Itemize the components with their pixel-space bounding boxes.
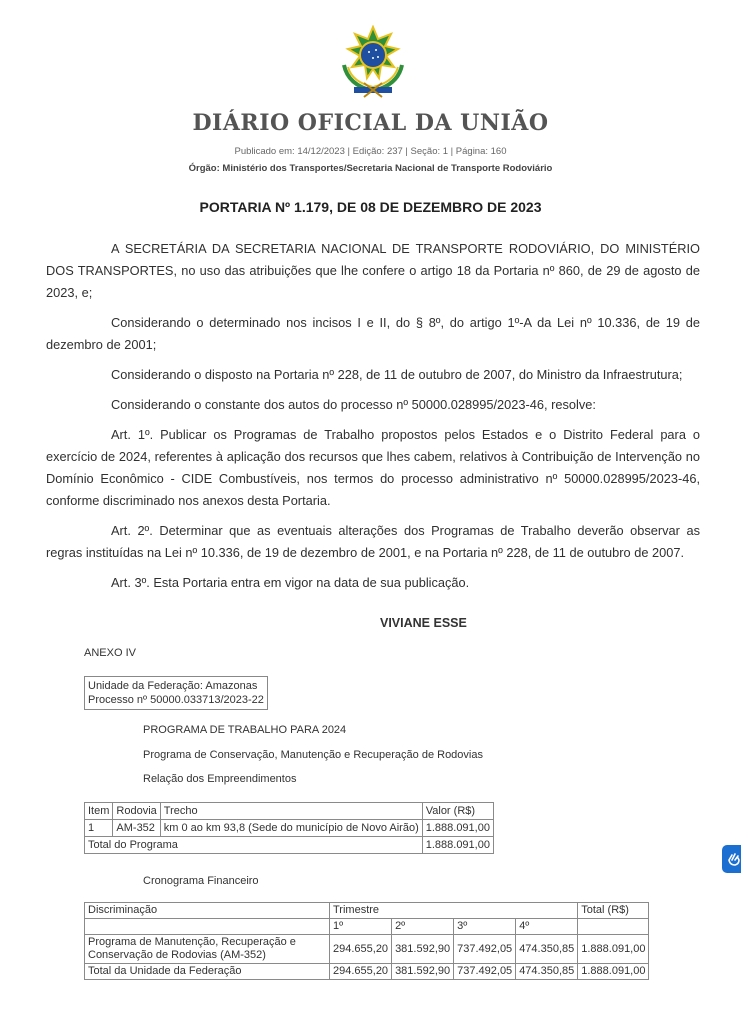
row-value-total: 1.888.091,00 [578,935,649,964]
quarter-4: 4º [516,919,578,935]
header-rodovia: Rodovia [113,803,160,820]
document-title: PORTARIA Nº 1.179, DE 08 DE DEZEMBRO DE 2023 [199,199,542,215]
row-value-q4: 474.350,85 [516,964,578,980]
projects-table [84,802,494,854]
header-item: Item [85,803,113,820]
considering-paragraph-2: Considerando o disposto na Portaria nº 228, de 11 de outubro de 2007, do Ministro da Infraestrutura; [111,367,683,382]
considering-paragraph-3: Considerando o constante dos autos do processo nº 50000.028995/2023-46, resolve: [111,397,596,412]
article-3-paragraph: Art. 3º. Esta Portaria entra em vigor na data de sua publicação. [111,575,470,590]
header-discriminacao: Discriminação [85,903,330,919]
total-label: Total do Programa [85,837,423,854]
cell-item: 1 [85,820,113,837]
total-value: 1.888.091,00 [422,837,493,854]
table-row [85,935,649,964]
program-name: Programa de Conservação, Manutenção e Recuperação de Rodovias [143,749,483,761]
quarter-1: 1º [330,919,392,935]
cell-trecho: km 0 ao km 93,8 (Sede do município de Novo Airão) [160,820,422,837]
table-header-row [85,803,494,820]
federation-unit-line: Unidade da Federação: Amazonas [88,680,258,692]
considering-paragraph-1: Considerando o determinado nos incisos I e II, do § 8º, do artigo 1º-A da Lei nº 10.336, de 19 de dezembro de 2001; [46,315,700,352]
relation-title: Relação dos Empreendimentos [143,773,297,785]
row-value-q4: 474.350,85 [516,935,578,964]
schedule-title: Cronograma Financeiro [143,875,259,887]
newspaper-masthead: DIÁRIO OFICIAL DA UNIÃO [192,110,549,136]
table-total-row [85,964,649,980]
program-title: PROGRAMA DE TRABALHO PARA 2024 [143,724,347,736]
accessibility-button[interactable] [722,845,741,873]
row-value-total: 1.888.091,00 [578,964,649,980]
publication-info: Publicado em: 14/12/2023 | Edição: 237 | Seção: 1 | Página: 160 [234,146,507,157]
row-value-q3: 737.492,05 [454,964,516,980]
row-label: Programa de Manutenção, Recuperação e Conservação de Rodovias (AM-352) [85,935,330,964]
quarters-row [85,919,649,935]
coat-of-arms-emblem [334,25,412,99]
article-1-paragraph: Art. 1º. Publicar os Programas de Trabalho propostos pelos Estados e o Distrito Federal para o exercício de 2024, referentes à aplicação dos recursos que lhes cabem, relativos à Contribuição de Intervenção no Domínio Econômico - CIDE Combustíveis, nos termos do processo administrativo nº 50000.028995/2023-46, conforme discriminado nos anexos desta Portaria. [46,427,700,508]
empty-cell [85,919,330,935]
table-header-row [85,903,649,919]
table-total-row [85,837,494,854]
signer-name: VIVIANE ESSE [380,616,467,630]
federation-unit-box [84,676,268,710]
empty-cell [578,919,649,935]
quarter-3: 3º [454,919,516,935]
row-value-q3: 737.492,05 [454,935,516,964]
orgao-label: Órgão: [188,163,220,174]
orgao-value: Ministério dos Transportes/Secretaria Nacional de Transporte Rodoviário [222,163,553,174]
article-2-paragraph: Art. 2º. Determinar que as eventuais alterações dos Programas de Trabalho deverão observar as regras instituídas na Lei nº 10.336, de 19 de dezembro de 2001, e na Portaria nº 228, de 11 de outubro de 2007. [46,523,700,560]
annex-label: ANEXO IV [84,647,136,659]
header-trecho: Trecho [160,803,422,820]
sign-language-icon [726,851,741,867]
header-trimestre: Trimestre [330,903,578,919]
header-valor: Valor (R$) [422,803,493,820]
cell-valor: 1.888.091,00 [422,820,493,837]
financial-schedule-table [84,902,649,980]
preamble-paragraph: A SECRETÁRIA DA SECRETARIA NACIONAL DE TRANSPORTE RODOVIÁRIO, DO MINISTÉRIO DOS TRANSPORTES, no uso das atribuições que lhe confere o artigo 18 da Portaria nº 860, de 29 de agosto de 2023, e; [46,241,700,300]
row-value-q2: 381.592,90 [392,935,454,964]
header-total: Total (R$) [578,903,649,919]
quarter-2: 2º [392,919,454,935]
row-value-q2: 381.592,90 [392,964,454,980]
row-value-q1: 294.655,20 [330,935,392,964]
process-number-line: Processo nº 50000.033713/2023-22 [88,694,264,706]
orgao-line [0,163,741,174]
table-row [85,820,494,837]
row-value-q1: 294.655,20 [330,964,392,980]
cell-rodovia: AM-352 [113,820,160,837]
row-label: Total da Unidade da Federação [85,964,330,980]
document-body [46,238,700,594]
